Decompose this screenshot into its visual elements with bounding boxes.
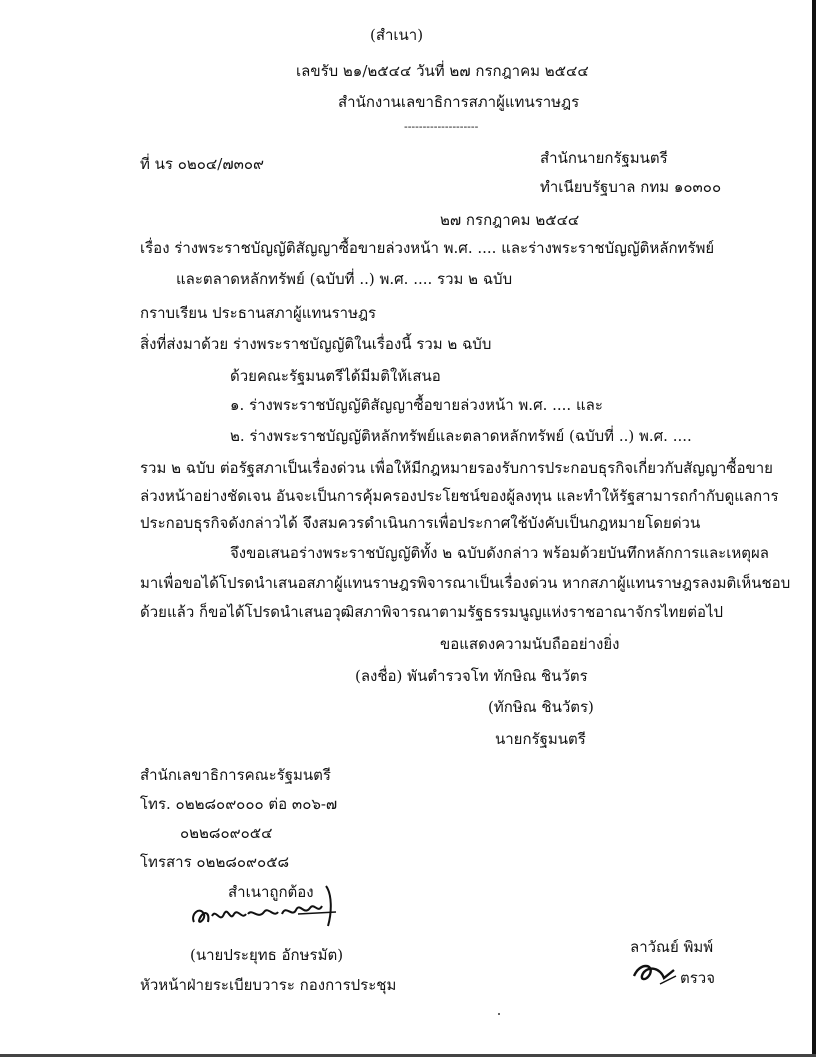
scan-edge-right [812,0,816,1057]
certifier-signature [186,884,346,934]
sender-office: สำนักนายกรัฐมนตรี [540,149,668,167]
typist-line: ลาวัณย์ พิมพ์ [630,938,714,956]
subject-line-2: และตลาดหลักทรัพย์ (ฉบับที่ ..) พ.ศ. .... รวม ๒ ฉบับ [176,270,513,288]
body-item-1: ๑. ร่างพระราชบัญญัติสัญญาซื้อขายล่วงหน้า พ.ศ. .... และ [230,396,603,414]
certifier-name: (นายประยุทธ อักษรมัต) [190,946,344,964]
checked-label: ตรวจ [680,969,716,987]
contact-office: สำนักเลขาธิการคณะรัฐมนตรี [140,766,331,784]
signatory-position: นายกรัฐมนตรี [495,730,586,748]
document-date: ๒๗ กรกฎาคม ๒๕๔๔ [440,211,580,229]
para2-line-1: จึงขอเสนอร่างพระราชบัญญัติทั้ง ๒ ฉบับดังกล่าว พร้อมด้วยบันทึกหลักการและเหตุผล [230,544,769,562]
document-number: ที่ นร ๐๒๐๔/๗๓๐๙ [140,155,265,173]
contact-phone-2: ๐๒๒๘๐๙๐๕๔ [180,824,273,842]
body-intro: ด้วยคณะรัฐมนตรีได้มีมติให้เสนอ [230,367,441,385]
salutation: กราบเรียน ประธานสภาผู้แทนราษฎร [140,304,377,322]
contact-phone-1: โทร. ๐๒๒๘๐๙๐๐๐ ต่อ ๓๐๖-๗ [140,795,338,813]
sender-address: ทำเนียบรัฐบาล กทม ๑๐๓๐๐ [540,178,722,196]
closing-regards: ขอแสดงความนับถืออย่างยิ่ง [440,635,620,653]
copy-mark: (สำเนา) [370,26,424,44]
contact-fax: โทรสาร ๐๒๒๘๐๙๐๕๘ [140,853,290,871]
para2-line-2: มาเพื่อขอได้โปรดนำเสนอสภาผู้แทนราษฎรพิจารณาเป็นเรื่องด่วน หากสภาผู้แทนราษฎรลงมติเห็นชอบ [140,574,791,592]
certified-copy-label: สำเนาถูกต้อง [228,883,314,901]
header-divider: -------------------- [404,120,479,133]
para2-line-3: ด้วยแล้ว ก็ขอได้โปรดนำเสนอวุฒิสภาพิจารณาตามรัฐธรรมนูญแห่งราชอาณาจักรไทยต่อไป [140,603,724,621]
body-item-2: ๒. ร่างพระราชบัญญัติหลักทรัพย์และตลาดหลักทรัพย์ (ฉบับที่ ..) พ.ศ. .... [230,427,692,445]
receiving-office: สำนักงานเลขาธิการสภาผู้แทนราษฎร [338,93,580,111]
receipt-line: เลขรับ ๒๑/๒๕๔๔ วันที่ ๒๗ กรกฎาคม ๒๕๔๔ [296,62,589,80]
enclosure-line: สิ่งที่ส่งมาด้วย ร่างพระราชบัญญัติในเรื่องนี้ รวม ๒ ฉบับ [140,335,492,353]
signatory-name: (ทักษิณ ชินวัตร) [488,698,594,716]
certifier-title: หัวหน้าฝ่ายระเบียบวาระ กองการประชุม [140,976,397,994]
para1-line-3: ประกอบธุรกิจดังกล่าวได้ จึงสมควรดำเนินการเพื่อประกาศใช้บังคับเป็นกฎหมายโดยด่วน [140,514,701,532]
signed-line: (ลงชื่อ) พันตำรวจโท ทักษิณ ชินวัตร [355,667,588,685]
scan-speck [498,1013,500,1015]
para1-line-2: ล่วงหน้าอย่างชัดเจน อันจะเป็นการคุ้มครองประโยชน์ของผู้ลงทุน และทำให้รัฐสามารถกำกับดูแลการ [140,487,779,505]
subject-line-1: เรื่อง ร่างพระราชบัญญัติสัญญาซื้อขายล่วงหน้า พ.ศ. .... และร่างพระราชบัญญัติหลักทรัพย์ [140,239,715,257]
para1-line-1: รวม ๒ ฉบับ ต่อรัฐสภาเป็นเรื่องด่วน เพื่อให้มีกฎหมายรองรับการประกอบธุรกิจเกี่ยวกับสัญญาซื้อขาย [140,459,773,477]
